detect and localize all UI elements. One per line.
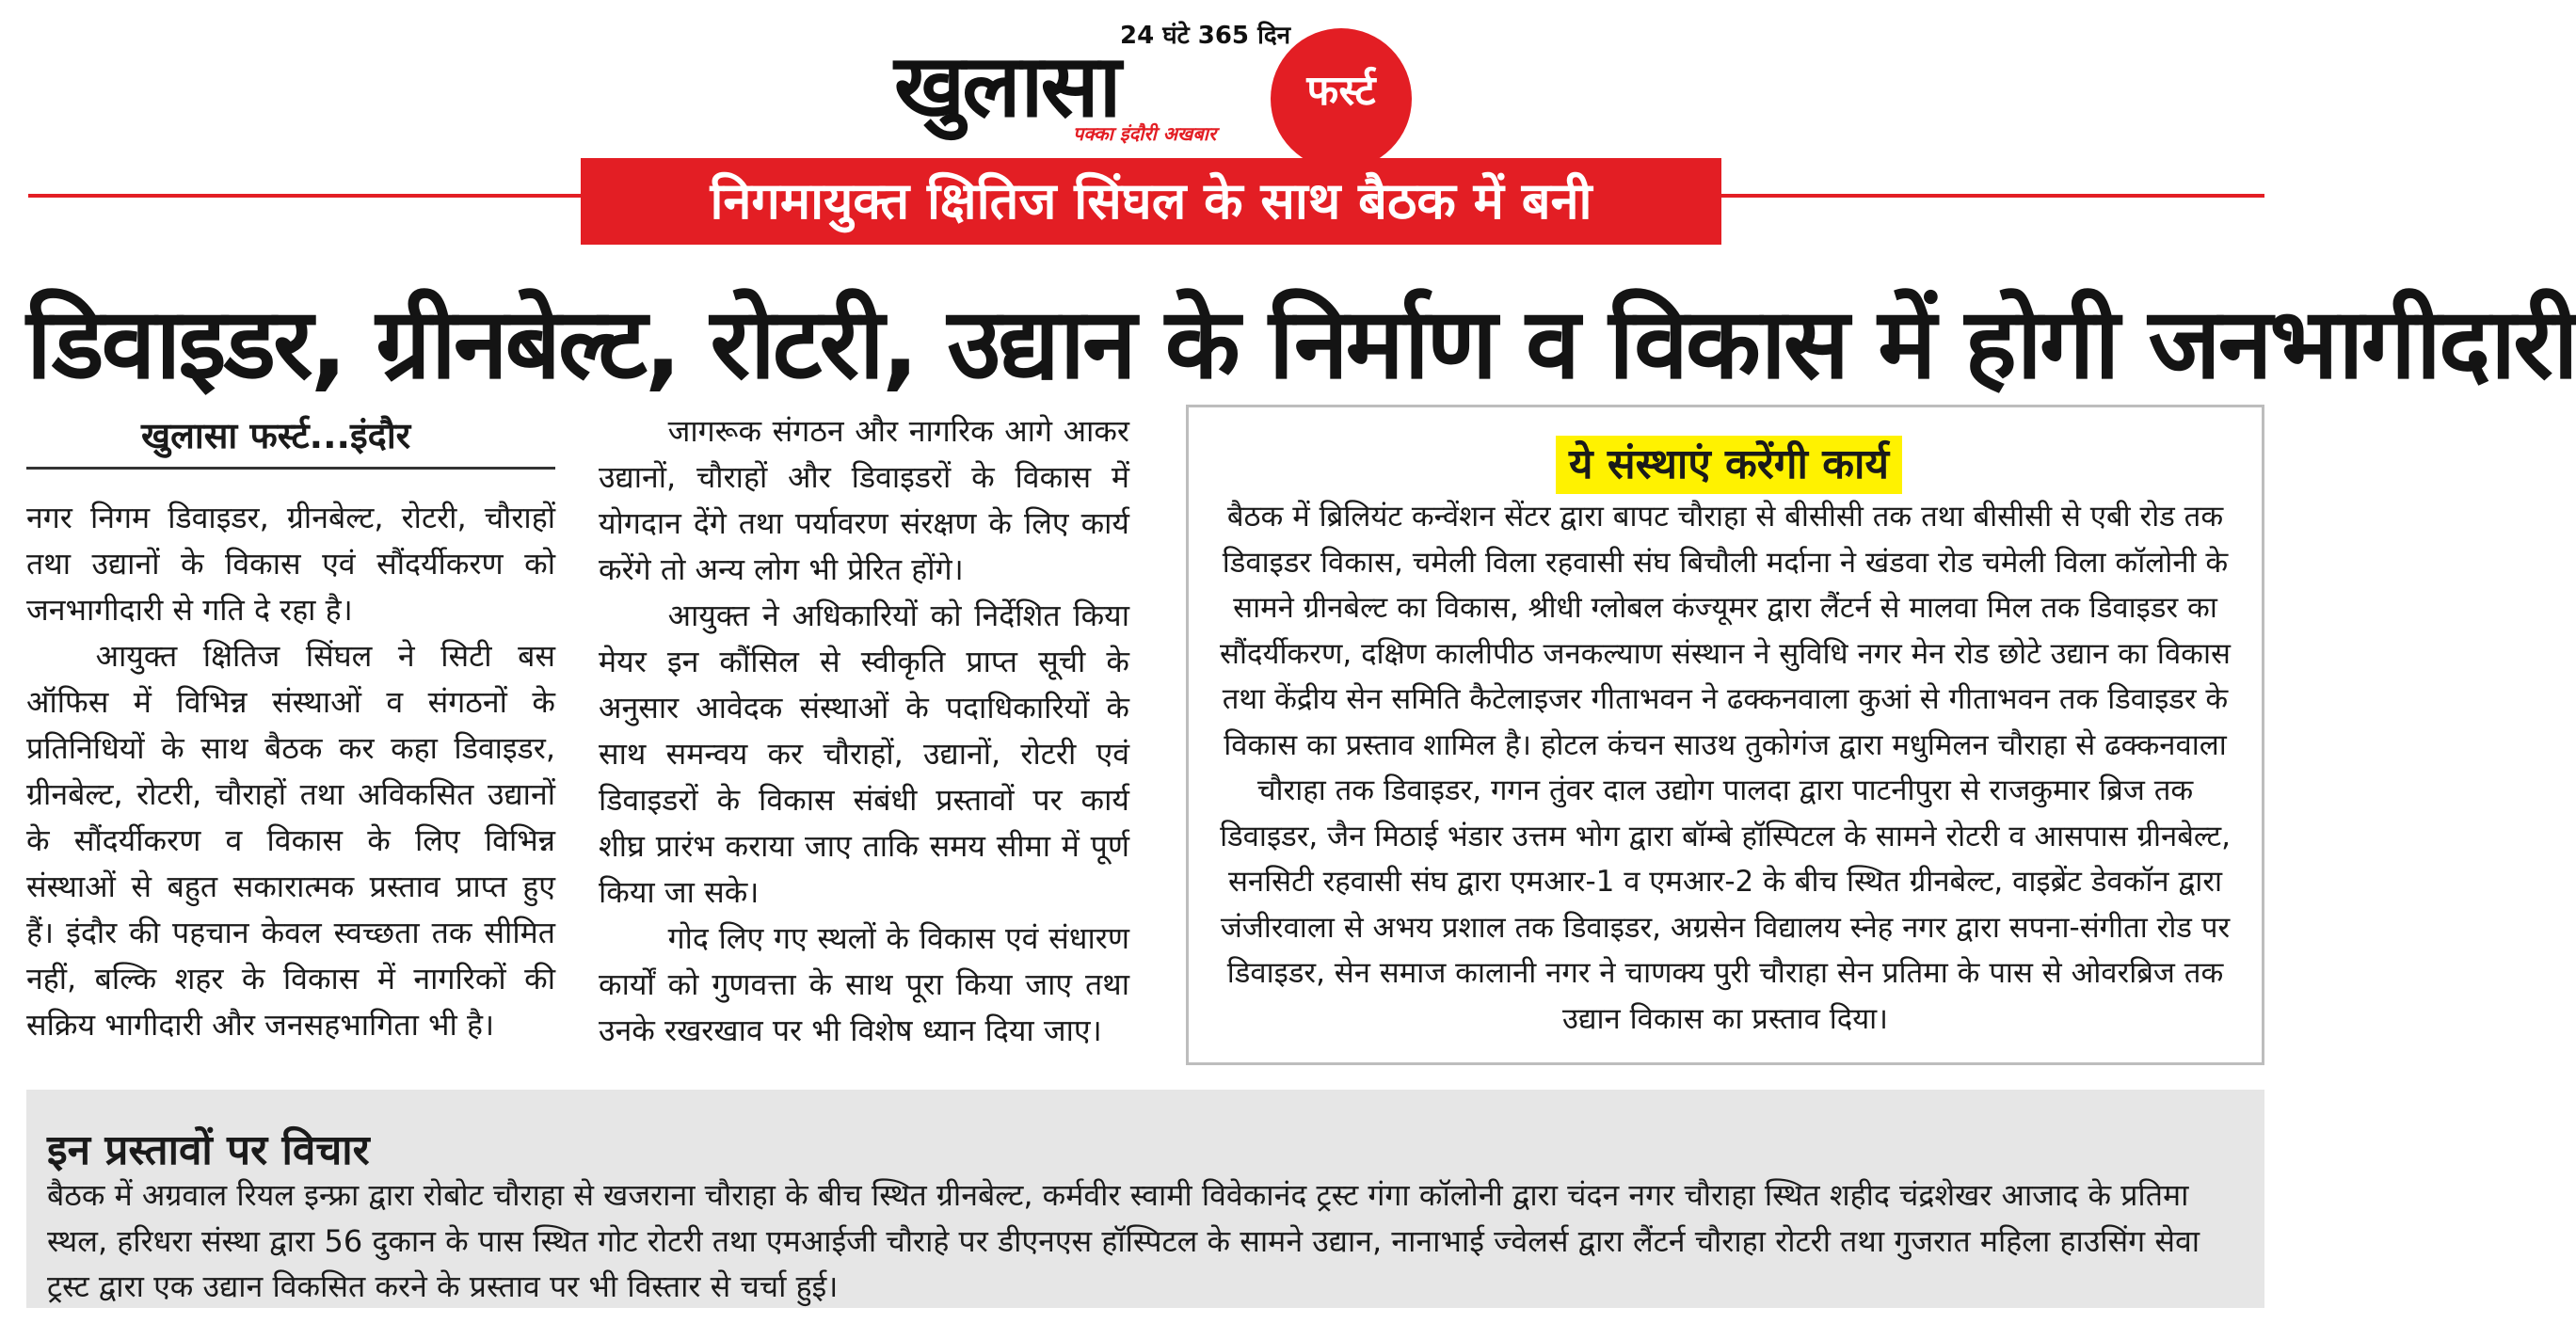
panel-body: बैठक में अग्रवाल रियल इन्फ्रा द्वारा रोबोट चौराहा से खजराना चौराहा के बीच स्थित ग्रीनबेल्ट, कर्मवीर स्वामी विवेकानंद ट्रस्ट गंगा कॉलोनी द्वारा चंदन नगर चौराहा स्थित शहीद चंद्रशेखर आजाद के प्रतिमा स्थल, हरिधरा संस्था द्वारा 56 दुकान के पास स्थित गोट रोटरी तथा एमआईजी चौराहे पर डीएनएस हॉस्पिटल के सामने उद्यान, नानाभाई ज्वेलर्स द्वारा लैंटर्न चौराहा रोटरी तथा गुजरात महिला हाउसिंग सेवा ट्रस्ट द्वारा एक उद्यान विकसित करने के प्रस्ताव पर भी विस्तार से चर्चा हुई। (47, 1177, 2200, 1304)
paragraph: गोद लिए गए स्थलों के विकास एवं संधारण कार्यों को गुणवत्ता के साथ पूरा किया जाए तथा उनके रखरखाव पर भी विशेष ध्यान दिया जाए। (599, 920, 1129, 1048)
paragraph: नगर निगम डिवाइडर, ग्रीनबेल्ट, रोटरी, चौराहों तथा उद्यानों के विकास एवं सौंदर्यीकरण को जनभागीदारी से गति दे रहा है। (26, 500, 555, 628)
headline: डिवाइडर, ग्रीनबेल्ट, रोटरी, उद्यान के निर्माण व विकास में होगी जनभागीदारी (26, 286, 2576, 401)
masthead-tagline: 24 घंटे 365 दिन (1120, 22, 1291, 50)
masthead-circle-text: फर्स्ट (1306, 67, 1376, 115)
kicker-banner: निगमायुक्त क्षितिज सिंघल के साथ बैठक में बनी (581, 158, 1721, 245)
article-column-2 (599, 408, 1129, 1054)
sidebar-body: बैठक में ब्रिलियंट कन्वेंशन सेंटर द्वारा बापट चौराहा से बीसीसी तक तथा बीसीसी से एबी रोड तक डिवाइडर विकास, चमेली विला रहवासी संघ बिचौली मर्दाना ने खंडवा रोड चमेली विला कॉलोनी के सामने ग्रीनबेल्ट का विकास, श्रीधी ग्लोबल कंज्यूमर द्वारा लैंटर्न से मालवा मिल तक डिवाइडर का सौंदर्यीकरण, दक्षिण कालीपीठ जनकल्याण संस्थान ने सुविधि नगर मेन रोड छोटे उद्यान का विकास तथा केंद्रीय सेन समिति कैटेलाइजर गीताभवन ने ढक्कनवाला कुआं से गीताभवन तक डिवाइडर के विकास का प्रस्ताव शामिल है। होटल कंचन साउथ तुकोगंज द्वारा मधुमिलन चौराहा से ढक्कनवाला चौराहा तक डिवाइडर, गगन तुंवर दाल उद्योग पालदा द्वारा पाटनीपुरा से राजकुमार ब्रिज तक डिवाइडर, जैन मिठाई भंडार उत्तम भोग द्वारा बॉम्बे हॉस्पिटल के सामने रोटरी व आसपास ग्रीनबेल्ट, सनसिटी रहवासी संघ द्वारा एमआर-1 व एमआर-2 के बीच स्थित ग्रीनबेल्ट, वाइब्रेंट डेवकॉन द्वारा जंजीरवाला से अभय प्रशाल तक डिवाइडर, अग्रसेन विद्यालय स्नेह नगर द्वारा सपना-संगीता रोड पर डिवाइडर, सेन समाज कालानी नगर ने चाणक्य पुरी चौराहा सेन प्रतिमा के पास से ओवरब्रिज तक उद्यान विकास का प्रस्ताव दिया। (1220, 500, 2231, 1036)
masthead-slogan: पक्का इंदौरी अखबार (1073, 122, 1217, 145)
masthead (894, 17, 1421, 158)
panel-heading: इन प्रस्तावों पर विचार (47, 1126, 370, 1174)
sidebar-heading: ये संस्थाएं करेंगी कार्य (1556, 436, 1902, 494)
byline: खुलासा फर्स्ट...इंदौर (141, 415, 411, 456)
masthead-red-circle (1271, 28, 1412, 169)
masthead-title: खुलासा (894, 36, 1119, 136)
byline-divider (26, 467, 555, 470)
paragraph: जागरूक संगठन और नागरिक आगे आकर उद्यानों, चौराहों और डिवाइडरों के विकास में योगदान देंगे तथा पर्यावरण संरक्षण के लिए कार्य करेंगे तो अन्य लोग भी प्रेरित होंगे। (599, 413, 1129, 587)
sidebar-box (1186, 405, 2264, 1065)
paragraph: आयुक्त क्षितिज सिंघल ने सिटी बस ऑफिस में विभिन्न संस्थाओं व संगठनों के प्रतिनिधियों के साथ बैठक कर कहा डिवाइडर, ग्रीनबेल्ट, रोटरी, चौराहों तथा अविकसित उद्यानों के सौंदर्यीकरण व विकास के लिए विभिन्न संस्थाओं से बहुत सकारात्मक प्रस्ताव प्राप्त हुए हैं। इंदौर की पहचान केवल स्वच्छता तक सीमित नहीं, बल्कि शहर के विकास में नागरिकों की सक्रिय भागीदारी और जनसहभागिता भी है। (26, 638, 555, 1043)
paragraph: आयुक्त ने अधिकारियों को निर्देशित किया मेयर इन कौंसिल से स्वीकृति प्राप्त सूची के अनुसार आवेदक संस्थाओं के पदाधिकारियों के साथ समन्वय कर चौराहों, उद्यानों, रोटरी एवं डिवाइडरों के विकास संबंधी प्रस्तावों पर कार्य शीघ्र प्रारंभ कराया जाए ताकि समय सीमा में पूर्ण किया जा सके। (599, 598, 1129, 910)
article-column-1 (26, 495, 555, 1048)
bottom-panel (26, 1090, 2264, 1308)
